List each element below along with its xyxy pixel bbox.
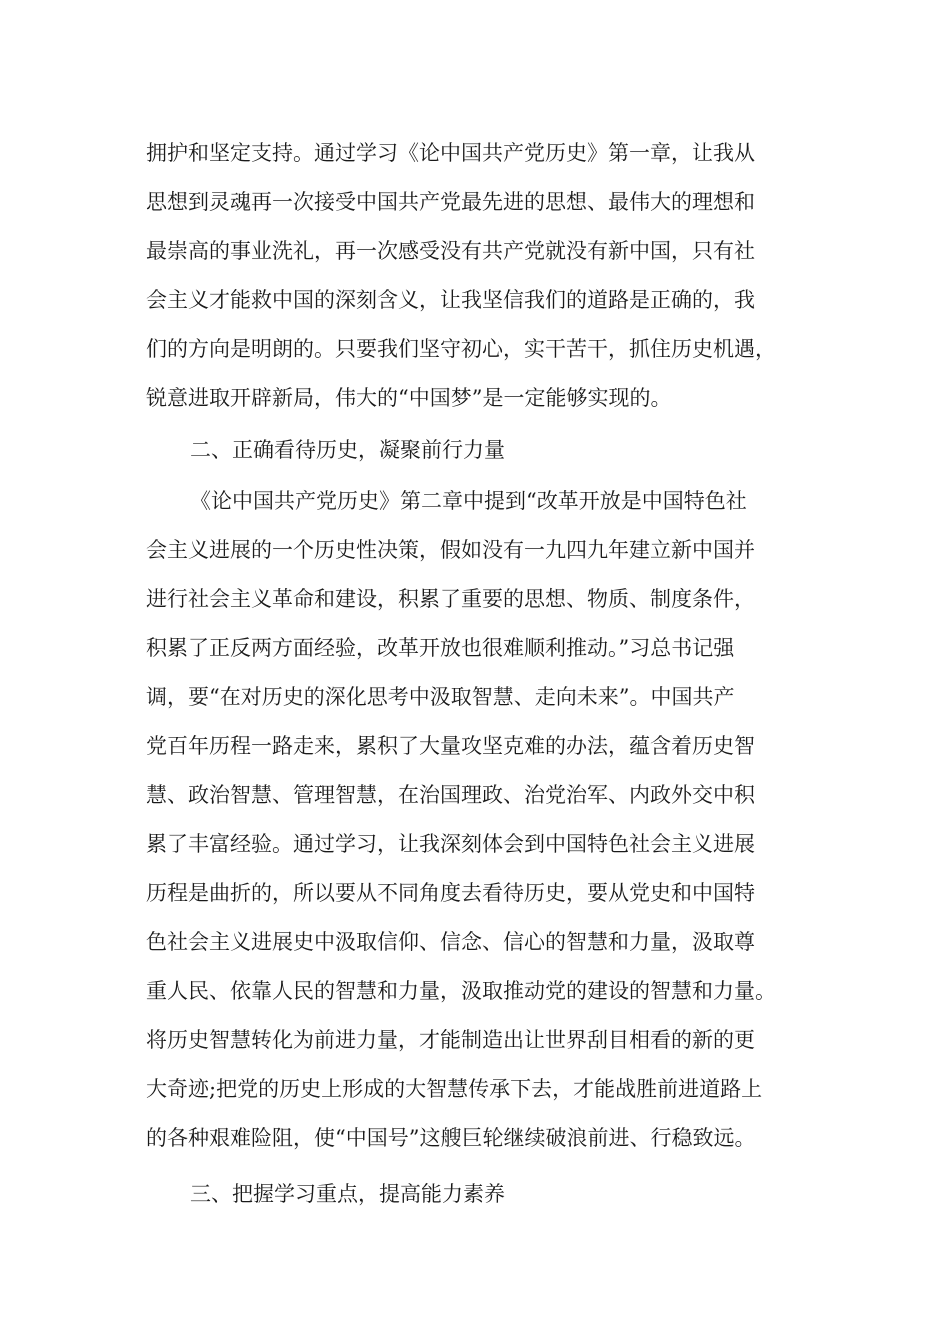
text-line: 们的方向是明朗的。只要我们坚守初心，实干苦干，抓住历史机遇， [146,337,776,361]
text-line: 累了丰富经验。通过学习，让我深刻体会到中国特色社会主义进展 [146,832,755,856]
paragraph-first-line: 《论中国共产党历史》第二章中提到“改革开放是中国特色社 [190,489,747,513]
text-line: 大奇迹;把党的历史上形成的大智慧传承下去，才能战胜前进道路上 [146,1077,763,1101]
text-line: 党百年历程一路走来，累积了大量攻坚克难的办法，蕴含着历史智 [146,734,755,758]
text-line: 锐意进取开辟新局，伟大的“中国梦”是一定能够实现的。 [146,386,672,410]
text-line: 会主义进展的一个历史性决策，假如没有一九四九年建立新中国并 [146,538,755,562]
text-line: 重人民、依靠人民的智慧和力量，汲取推动党的建设的智慧和力量。 [146,979,776,1003]
text-line: 会主义才能救中国的深刻含义，让我坚信我们的道路是正确的，我 [146,288,755,312]
text-line: 历程是曲折的，所以要从不同角度去看待历史，要从党史和中国特 [146,881,755,905]
text-line: 将历史智慧转化为前进力量，才能制造出让世界刮目相看的新的更 [146,1028,755,1052]
text-line: 思想到灵魂再一次接受中国共产党最先进的思想、最伟大的理想和 [146,190,755,214]
text-line: 进行社会主义革命和建设，积累了重要的思想、物质、制度条件， [146,587,755,611]
text-line: 积累了正反两方面经验，改革开放也很难顺利推动。”习总书记强 [146,636,735,660]
section-heading: 二、正确看待历史，凝聚前行力量 [190,438,505,462]
section-heading: 三、把握学习重点，提高能力素养 [190,1182,505,1206]
text-line: 色社会主义进展史中汲取信仰、信念、信心的智慧和力量，汲取尊 [146,930,755,954]
text-line: 调，要“在对历史的深化思考中汲取智慧、走向未来”。中国共产 [146,685,735,709]
text-line: 慧、政治智慧、管理智慧，在治国理政、治党治军、内政外交中积 [146,783,755,807]
text-line: 最崇高的事业洗礼，再一次感受没有共产党就没有新中国，只有社 [146,239,755,263]
text-line: 的各种艰难险阻，使“中国号”这艘巨轮继续破浪前进、行稳致远。 [146,1126,756,1150]
text-line: 拥护和坚定支持。通过学习《论中国共产党历史》第一章，让我从 [146,141,755,165]
